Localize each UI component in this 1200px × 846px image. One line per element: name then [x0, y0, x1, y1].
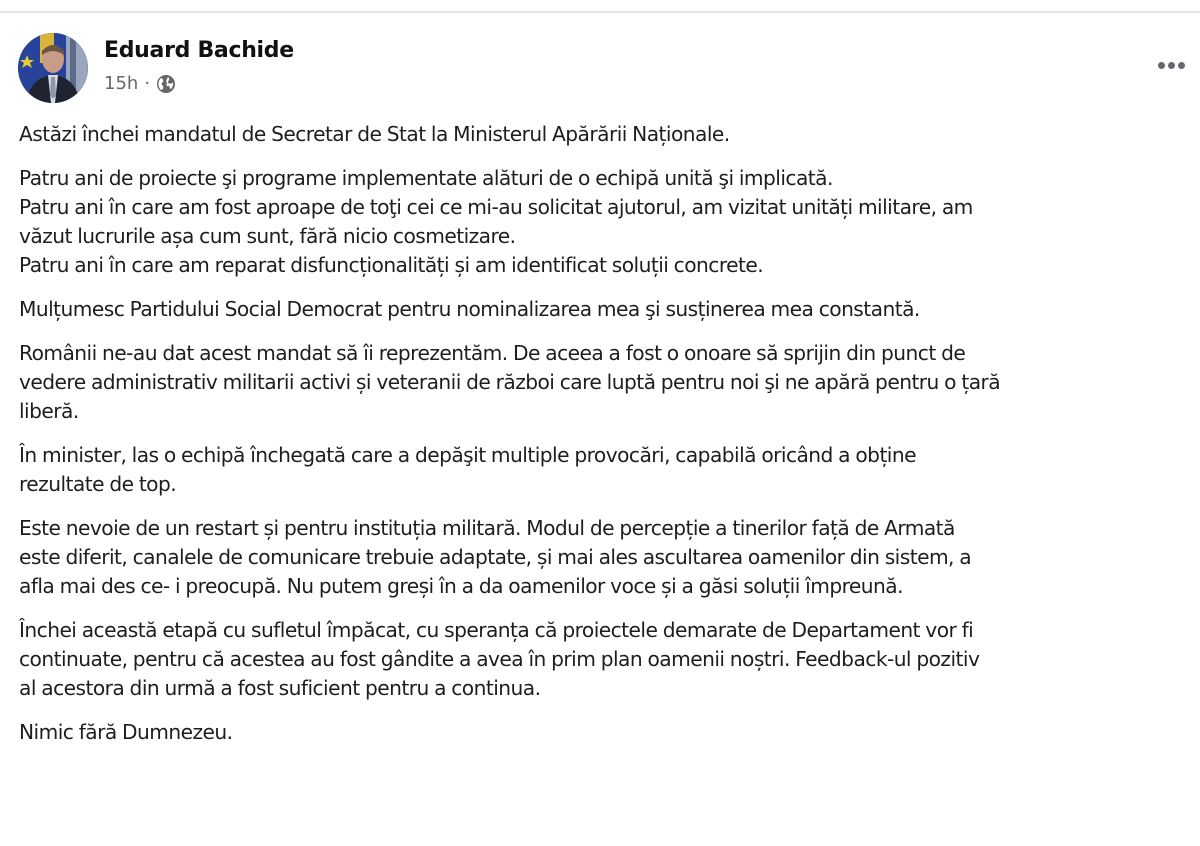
- post-timestamp[interactable]: 15h: [104, 73, 139, 94]
- paragraph: [19, 514, 1200, 601]
- paragraph: [19, 616, 1200, 703]
- top-divider: [0, 11, 1200, 13]
- text-line: este diferit, canalele de comunicare trebuie adaptate, și mai ales ascultarea oamenilor din sistem, a: [19, 545, 972, 569]
- post-meta: [104, 74, 294, 94]
- text-line: Este nevoie de un restart și pentru instituția militară. Modul de percepție a tinerilor față de Armată: [19, 516, 955, 540]
- text-line: În minister, las o echipă închegată care a depăşit multiple provocări, capabilă oricând a obține: [19, 443, 916, 467]
- post-text: [19, 120, 1200, 762]
- text-line: văzut lucrurile așa cum sunt, fără nicio cosmetizare.: [19, 224, 516, 248]
- text-line: vedere administrativ militarii activi și veteranii de război care luptă pentru noi şi ne apără pentru o țară: [19, 370, 1001, 394]
- paragraph: [19, 339, 1200, 426]
- more-horizontal-icon: [1178, 62, 1185, 69]
- text-line: liberă.: [19, 399, 79, 423]
- text-line: Mulțumesc Partidului Social Democrat pentru nominalizarea mea şi susținerea mea constantă.: [19, 297, 920, 321]
- paragraph: [19, 441, 1200, 499]
- text-line: continuate, pentru că acestea au fost gândite a avea în prim plan oamenii noștri. Feedback-ul pozitiv: [19, 647, 980, 671]
- globe-icon[interactable]: [156, 74, 176, 94]
- meta-separator: ·: [144, 73, 151, 94]
- text-line: Nimic fără Dumnezeu.: [19, 720, 233, 744]
- paragraph: [19, 164, 1200, 280]
- text-line: Patru ani de proiecte şi programe implementate alături de o echipă unită şi implicată.: [19, 166, 833, 190]
- more-horizontal-icon: [1168, 62, 1175, 69]
- paragraph: [19, 120, 1200, 149]
- text-line: Astăzi închei mandatul de Secretar de Stat la Ministerul Apărării Naționale.: [19, 122, 730, 146]
- text-line: Patru ani în care am fost aproape de toţi cei ce mi-au solicitat ajutorul, am vizitat unități militare, am: [19, 195, 973, 219]
- author-avatar[interactable]: [18, 33, 88, 103]
- text-line: Închei această etapă cu sufletul împăcat, cu speranța că proiectele demarate de Departament vor fi: [19, 618, 974, 642]
- more-horizontal-icon: [1158, 62, 1165, 69]
- text-line: al acestora din urmă a fost suficient pentru a continua.: [19, 676, 541, 700]
- post-header: [18, 33, 1188, 105]
- text-line: Românii ne-au dat acest mandat să îi reprezentăm. De aceea a fost o onoare să sprijin din punct de: [19, 341, 966, 365]
- text-line: afla mai des ce- i preocupă. Nu putem greși în a da oamenilor voce și a găsi soluții împreună.: [19, 574, 903, 598]
- more-options-button[interactable]: [1154, 55, 1188, 75]
- author-name[interactable]: Eduard Bachide: [104, 38, 294, 63]
- text-line: rezultate de top.: [19, 472, 177, 496]
- paragraph: [19, 718, 1200, 747]
- text-line: Patru ani în care am reparat disfuncționalități și am identificat soluții concrete.: [19, 253, 764, 277]
- author-block: [104, 38, 294, 94]
- paragraph: [19, 295, 1200, 324]
- profile-photo-icon: [18, 33, 88, 103]
